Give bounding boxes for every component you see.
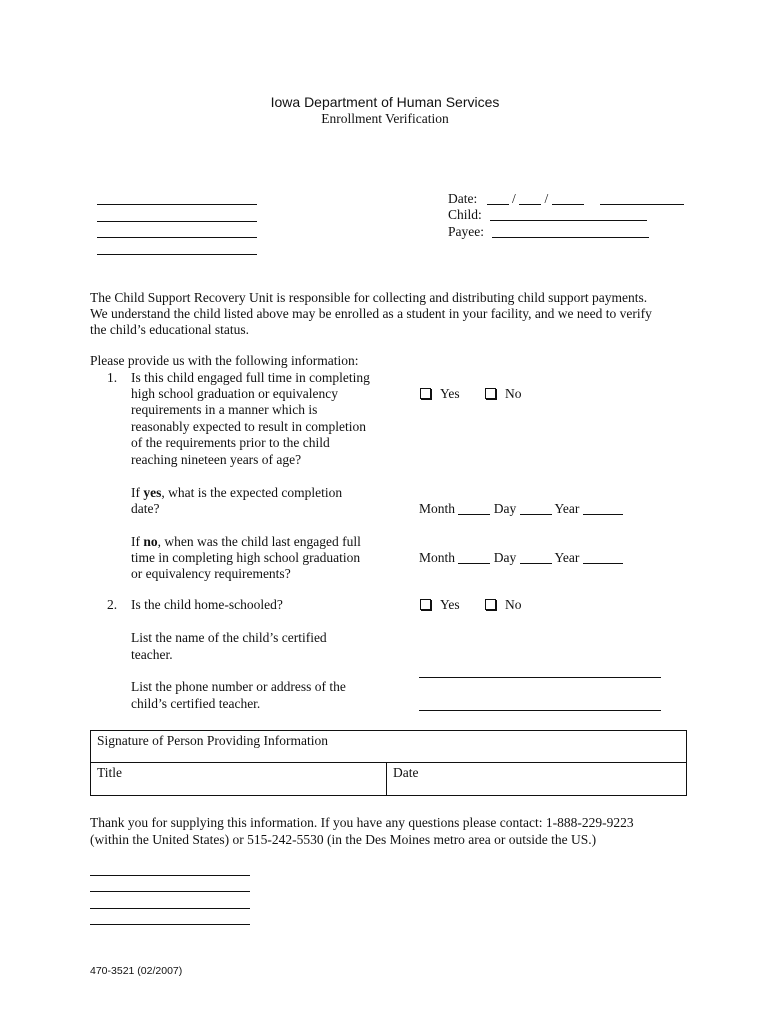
closing-line-2: (within the United States) or 515-242-5530 (in the Des Moines metro area or outside the US.) xyxy=(90,832,597,847)
date-slash: / xyxy=(512,191,520,206)
address-line-3[interactable] xyxy=(97,237,257,238)
signature-label: Signature of Person Providing Information xyxy=(97,733,328,748)
checkbox-icon[interactable] xyxy=(485,599,496,610)
agency-title: Iowa Department of Human Services xyxy=(270,94,500,110)
title-date-row xyxy=(91,763,687,796)
if-no-word: no xyxy=(143,534,158,549)
question-2-number: 2. xyxy=(107,597,118,612)
return-address-line-2[interactable] xyxy=(90,891,250,892)
date-month-blank[interactable] xyxy=(487,193,509,205)
intro-line-2: We understand the child listed above may be enrolled as a student in your facility, and we need to verify xyxy=(90,306,652,321)
return-address-line-1[interactable] xyxy=(90,875,250,876)
question-2-text: Is the child home-schooled? xyxy=(131,597,283,612)
signature-table xyxy=(90,730,687,796)
if-yes-line-1 xyxy=(131,485,342,502)
signature-cell[interactable] xyxy=(91,731,687,763)
date-cell[interactable] xyxy=(387,763,687,796)
question-1-line-4: reasonably expected to result in completion xyxy=(131,419,367,434)
sig-date-label: Date xyxy=(393,765,419,780)
question-1-line-2: high school graduation or equivalency xyxy=(131,386,338,401)
last-engaged-year-blank[interactable] xyxy=(583,552,623,564)
question-1-line-5: of the requirements prior to the child xyxy=(131,435,330,450)
day-label: Day xyxy=(493,550,517,565)
question-1-yes-option[interactable] xyxy=(420,386,460,403)
if-yes-rest: , what is the expected completion xyxy=(161,485,343,500)
title-label: Title xyxy=(97,765,123,780)
payee-blank[interactable] xyxy=(492,226,649,238)
date-label: Date: xyxy=(448,191,478,206)
address-line-2[interactable] xyxy=(97,221,257,222)
teacher-name-blank[interactable] xyxy=(419,677,661,678)
case-number-line[interactable] xyxy=(600,204,684,205)
yes-label: Yes xyxy=(440,386,460,401)
question-2-no-option[interactable] xyxy=(485,597,522,614)
teacher-contact-line-1: List the phone number or address of the xyxy=(131,679,346,694)
return-address-line-4[interactable] xyxy=(90,924,250,925)
month-label: Month xyxy=(419,550,456,565)
no-label: No xyxy=(505,597,522,612)
checkbox-icon[interactable] xyxy=(420,599,431,610)
if-yes-line-2: date? xyxy=(131,501,160,516)
child-blank[interactable] xyxy=(490,209,647,221)
question-1-no-option[interactable] xyxy=(485,386,522,403)
intro-line-3: the child’s educational status. xyxy=(90,322,249,337)
form-title: Enrollment Verification xyxy=(321,111,449,126)
date-field-row xyxy=(448,191,584,207)
title-cell[interactable] xyxy=(91,763,387,796)
if-yes-prefix: If xyxy=(131,485,144,500)
month-label: Month xyxy=(419,501,456,516)
completion-date-row xyxy=(419,501,623,518)
day-label: Day xyxy=(493,501,517,516)
question-2-yes-option[interactable] xyxy=(420,597,460,614)
question-1-number: 1. xyxy=(107,370,118,385)
no-label: No xyxy=(505,386,522,401)
date-day-blank[interactable] xyxy=(519,193,541,205)
completion-month-blank[interactable] xyxy=(458,503,490,515)
if-yes-word: yes xyxy=(143,485,162,500)
question-1-line-1: Is this child engaged full time in completing xyxy=(131,370,370,385)
question-1-line-3: requirements in a manner which is xyxy=(131,402,318,417)
year-label: Year xyxy=(554,550,580,565)
child-label: Child: xyxy=(448,207,482,222)
child-field-row xyxy=(448,207,647,223)
last-engaged-date-row xyxy=(419,550,623,567)
completion-day-blank[interactable] xyxy=(520,503,552,515)
signature-row xyxy=(91,731,687,763)
payee-label: Payee: xyxy=(448,224,484,239)
completion-year-blank[interactable] xyxy=(583,503,623,515)
question-1-line-6: reaching nineteen years of age? xyxy=(131,452,302,467)
date-slash: / xyxy=(544,191,552,206)
return-address-line-3[interactable] xyxy=(90,908,250,909)
if-no-line-2: time in completing high school graduation xyxy=(131,550,361,565)
if-no-prefix: If xyxy=(131,534,144,549)
form-number: 470-3521 (02/2007) xyxy=(90,965,183,977)
teacher-name-line-2: teacher. xyxy=(131,647,173,662)
if-no-line-1 xyxy=(131,534,361,551)
teacher-contact-blank[interactable] xyxy=(419,710,661,711)
intro-line-1: The Child Support Recovery Unit is responsible for collecting and distributing child support payments. xyxy=(90,290,648,305)
teacher-contact-line-2: child’s certified teacher. xyxy=(131,696,261,711)
address-line-4[interactable] xyxy=(97,254,257,255)
checkbox-icon[interactable] xyxy=(485,388,496,399)
questions-lead: Please provide us with the following information: xyxy=(90,353,359,368)
teacher-name-line-1: List the name of the child’s certified xyxy=(131,630,327,645)
closing-line-1: Thank you for supplying this information. If you have any questions please contact: 1-888-229-9223 xyxy=(90,815,634,830)
address-line-1[interactable] xyxy=(97,204,257,205)
yes-label: Yes xyxy=(440,597,460,612)
payee-field-row xyxy=(448,224,649,240)
if-no-rest: , when was the child last engaged full xyxy=(157,534,361,549)
date-year-blank[interactable] xyxy=(552,193,584,205)
year-label: Year xyxy=(554,501,580,516)
if-no-line-3: or equivalency requirements? xyxy=(131,566,291,581)
last-engaged-month-blank[interactable] xyxy=(458,552,490,564)
last-engaged-day-blank[interactable] xyxy=(520,552,552,564)
checkbox-icon[interactable] xyxy=(420,388,431,399)
